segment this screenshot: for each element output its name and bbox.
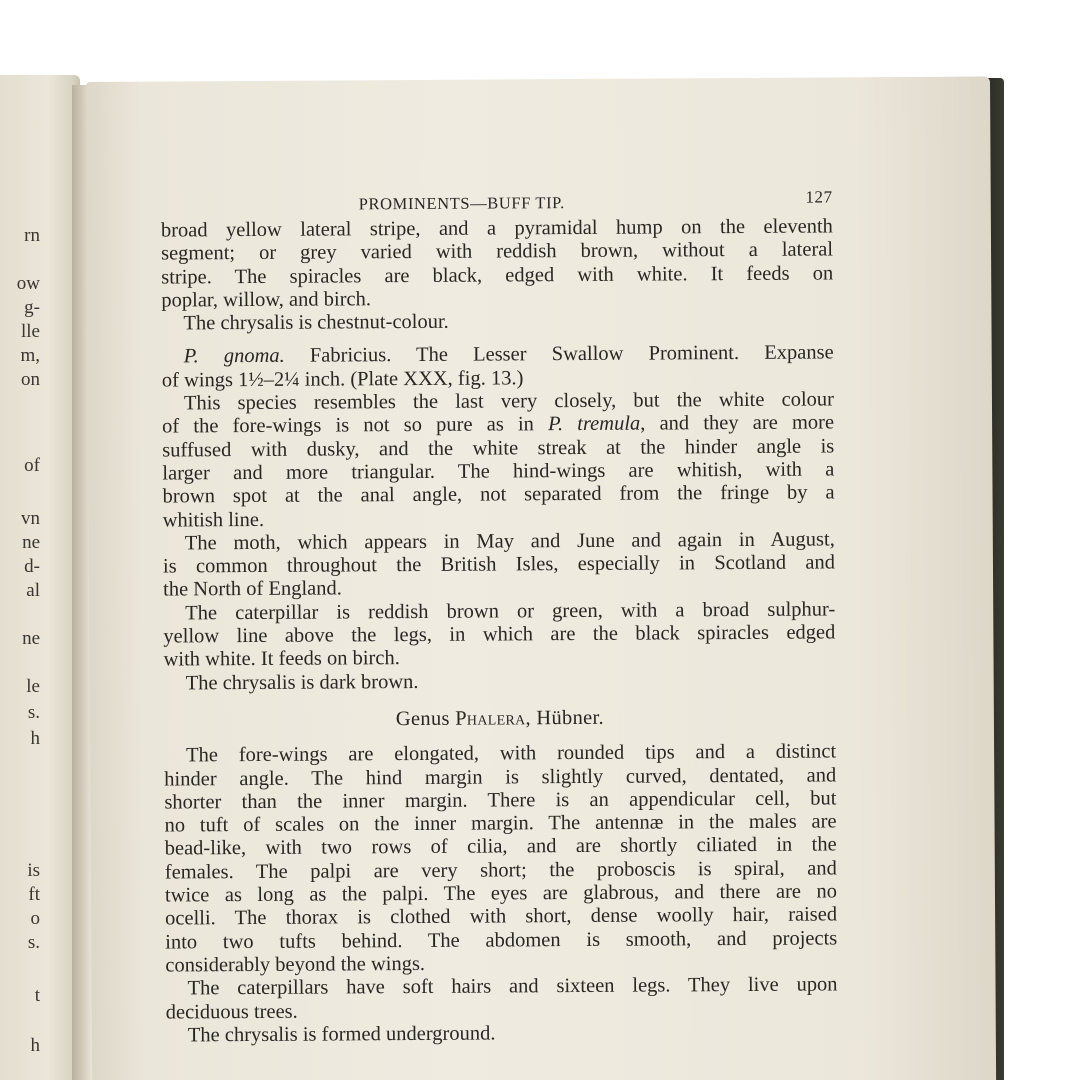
text-line: The fore-wings are elongated, with rounded tips and a distinct <box>186 740 837 767</box>
running-head <box>161 185 833 219</box>
running-title: PROMINENTS—BUFF TIP. <box>358 193 565 214</box>
genus-heading <box>164 705 836 732</box>
text-line: shorter than the inner margin. There is an appendicular cell, but <box>164 787 837 814</box>
left-fragment: ft <box>28 884 40 905</box>
left-fragment: s. <box>27 932 40 953</box>
left-fragment: ow <box>16 273 40 294</box>
text-line: ocelli. The thorax is clothed with short, dense woolly hair, raised <box>165 903 838 930</box>
text-line: of wings 1½–2¼ inch. (Plate XXX, fig. 13.) <box>161 367 524 392</box>
text-line: brown spot at the anal angle, not separated from the fringe by a <box>162 481 835 508</box>
left-fragment: vn <box>21 508 40 529</box>
left-fragment: of <box>24 455 40 476</box>
page-text <box>161 185 838 1047</box>
text-line: is common throughout the British Isles, especially in Scotland and <box>162 551 836 578</box>
text-line: whitish line. <box>162 508 265 532</box>
left-fragment: g- <box>24 297 40 318</box>
text-line: considerably beyond the wings. <box>165 952 426 977</box>
genus-prefix: Genus <box>395 707 456 731</box>
text-line: The chrysalis is dark brown. <box>185 670 419 695</box>
species-reference: P. tremula <box>548 412 641 436</box>
text-line: poplar, willow, and birch. <box>161 288 372 312</box>
text-line: stripe. The spiracles are black, edged with white. It feeds on <box>161 262 834 289</box>
left-fragment: h <box>30 1035 40 1056</box>
text-run: of the fore-wings is not so pure as in <box>162 413 549 438</box>
text-line: broad yellow lateral stripe, and a pyramidal hump on the eleventh <box>160 215 833 242</box>
right-page <box>86 76 996 1080</box>
text-line: with white. It feeds on birch. <box>163 647 400 671</box>
text-line: larger and more triangular. The hind-wings are whitish, with a <box>162 458 835 485</box>
left-fragment: al <box>26 580 40 601</box>
genus-name: Phalera <box>455 707 526 730</box>
left-fragment: ne <box>22 532 40 553</box>
left-page <box>0 75 80 1080</box>
text-line: no tuft of scales on the inner margin. The antennæ in the males are <box>164 810 837 837</box>
left-fragment: rn <box>24 225 40 246</box>
page-number: 127 <box>805 187 833 207</box>
left-fragment: h <box>30 728 40 749</box>
text-line: The caterpillar is reddish brown or green, with a broad sulphur- <box>185 598 836 625</box>
text-line: The chrysalis is formed underground. <box>187 1022 496 1047</box>
left-fragment: ne <box>22 628 40 649</box>
genus-authority: , Hübner. <box>525 706 604 730</box>
left-fragment: is <box>27 860 40 881</box>
text-line: The chrysalis is chestnut-colour. <box>183 310 449 335</box>
text-line: into two tufts behind. The abdomen is smooth, and projects <box>165 927 838 954</box>
text-line: females. The palpi are very short; the proboscis is spiral, and <box>164 857 837 884</box>
species-authority: Fabricius. The Lesser Swallow Prominent. Expanse <box>284 341 834 368</box>
left-fragment: o <box>30 908 40 929</box>
left-page-text <box>0 75 40 1080</box>
text-run: , and they are more <box>640 411 835 435</box>
text-line: segment; or grey varied with reddish brown, without a lateral <box>160 238 834 265</box>
text-line: suffused with dusky, and the white streak at the hinder angle is <box>162 435 835 462</box>
left-fragment: m, <box>20 345 40 366</box>
left-fragment: lle <box>21 321 40 342</box>
text-line: The caterpillars have soft hairs and sixteen legs. They live upon <box>187 973 838 1000</box>
text-line: hinder angle. The hind margin is slightly curved, dentated, and <box>164 763 837 791</box>
species-name: P. gnoma. <box>183 345 285 368</box>
text-line: the North of England. <box>163 577 342 601</box>
species-heading-line <box>162 342 834 369</box>
text-line: yellow line above the legs, in which are the black spiracles edged <box>163 621 836 648</box>
text-line: bead-like, with two rows of cilia, and are shortly ciliated in the <box>164 833 837 860</box>
text-line: This species resembles the last very closely, but the white colour <box>183 388 835 415</box>
text-line: The moth, which appears in May and June and again in August, <box>184 528 835 555</box>
left-fragment: on <box>21 369 40 390</box>
text-line: deciduous trees. <box>165 1000 298 1024</box>
left-fragment: d- <box>24 556 40 577</box>
text-line: twice as long as the palpi. The eyes are glabrous, and there are no <box>164 880 838 907</box>
left-fragment: t <box>34 985 40 1006</box>
left-fragment: le <box>26 676 40 697</box>
left-fragment: s. <box>27 702 40 723</box>
